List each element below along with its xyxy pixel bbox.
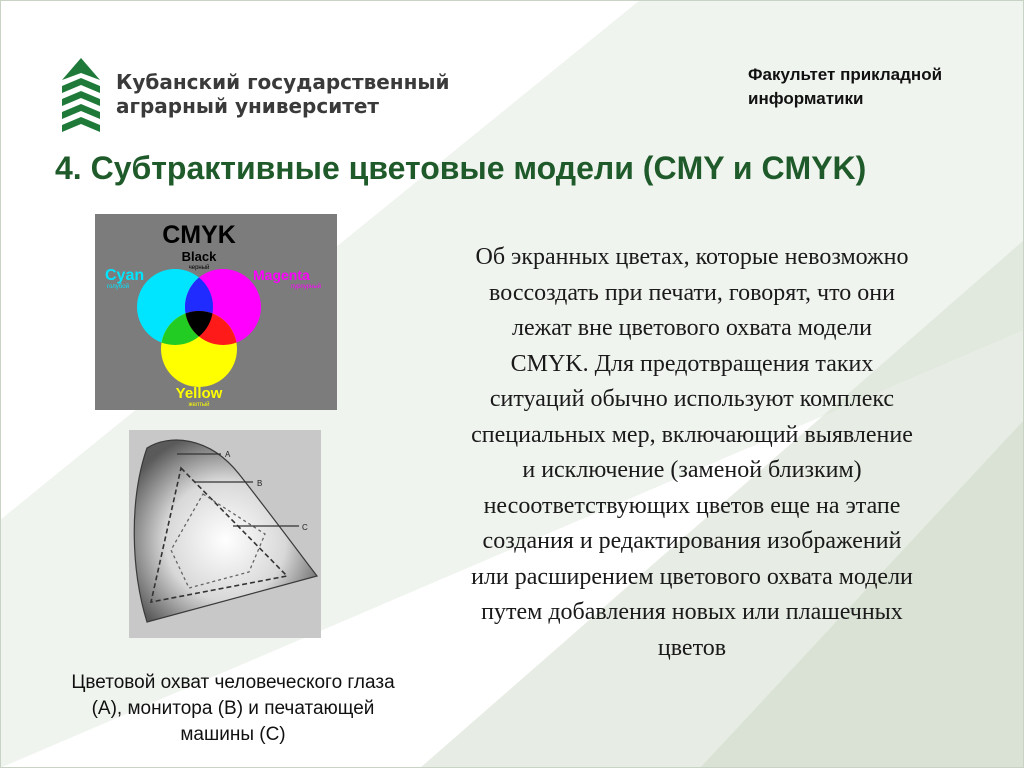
university-name-line1: Кубанский государственный (116, 70, 450, 94)
black-label: Black (181, 249, 217, 264)
cmyk-title: CMYK (162, 221, 236, 249)
label-c: C (302, 523, 308, 532)
body-line: ситуаций обычно используют комплекс (489, 386, 895, 412)
body-line: или расширением цветового охвата модели (471, 563, 913, 590)
cmyk-diagram (95, 214, 337, 410)
caption-line: Цветовой охват человеческого глаза (71, 672, 395, 693)
label-a: A (225, 450, 231, 459)
slide-title: 4. Субтрактивные цветовые модели (CMY и CMYK) (55, 150, 867, 186)
faculty-name-line1: Факультет прикладной (748, 65, 943, 84)
university-logo-icon (58, 58, 104, 132)
cyan-sublabel: голубой (107, 284, 129, 290)
body-line: создания и редактирования изображений (482, 528, 902, 554)
figure-caption (24, 670, 442, 748)
body-paragraph (403, 240, 981, 666)
body-line: цветов (657, 634, 727, 661)
body-line: воссоздать при печати, говорят, что они (489, 279, 895, 306)
body-line: путем добавления новых или плашечных (481, 599, 903, 625)
body-line: и исключение (заменой близким) (522, 457, 862, 483)
magenta-label: Magenta (253, 267, 310, 283)
university-name-line2: аграрный университет (116, 94, 379, 118)
caption-line: (А), монитора (В) и печатающей (91, 698, 375, 719)
body-line: специальных мер, включающий выявление (471, 421, 913, 448)
faculty-name (748, 63, 1008, 111)
body-line: лежат вне цветового охвата модели (512, 315, 872, 341)
label-b: B (257, 479, 263, 488)
university-name (116, 70, 450, 118)
body-line: CMYK. Для предотвращения таких (510, 350, 874, 377)
faculty-name-line2: информатики (748, 89, 864, 108)
yellow-sublabel: желтый (188, 402, 210, 408)
body-line: несоответствующих цветов еще на этапе (483, 492, 901, 519)
gamut-chart (129, 430, 321, 638)
yellow-label: Yellow (175, 385, 223, 402)
body-line: Об экранных цветах, которые невозможно (475, 244, 909, 270)
magenta-sublabel: пурпурный (291, 284, 322, 290)
cmyk-venn-diagram (95, 214, 337, 410)
caption-line: машины (С) (180, 724, 286, 745)
cyan-label: Cyan (105, 267, 145, 284)
black-sublabel: черный (188, 265, 210, 271)
color-gamut-diagram (129, 430, 321, 638)
